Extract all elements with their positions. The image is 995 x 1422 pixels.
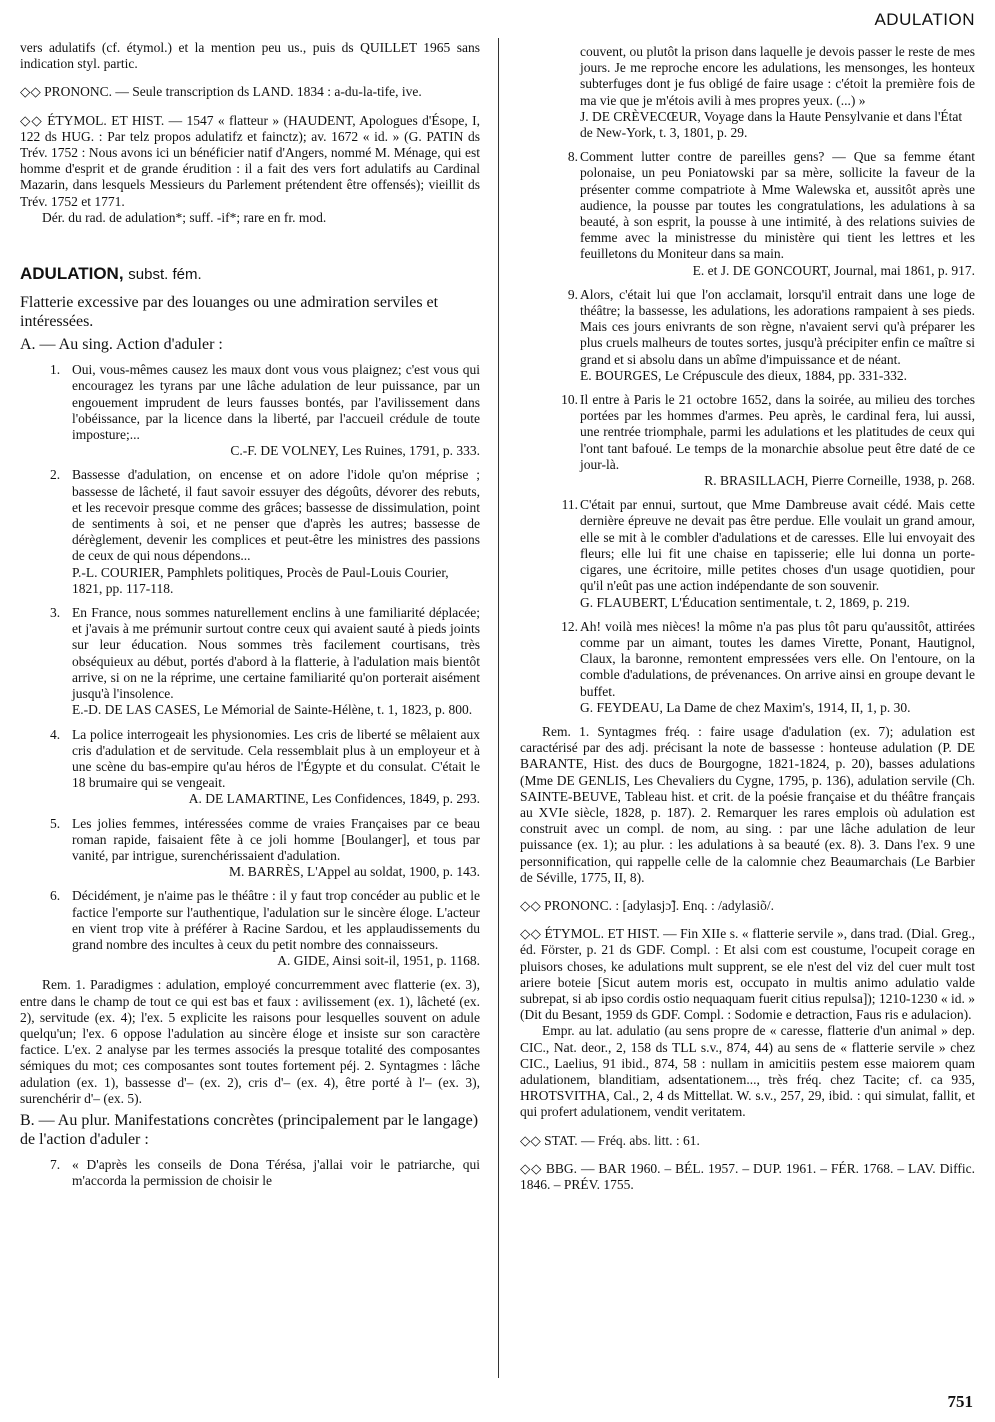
running-head: ADULATION <box>874 10 975 29</box>
example-text: La police interrogeait les physionomies. Les cris de liberté se mêlaient aux cris d'adulation et de servitude. Cela ressemblait plus à un employeur et à une scène du bas-empire qu'au héros de l'Égypte et du consulat. C'était le 18 brumaire qui se vengeait. <box>72 726 480 791</box>
example-5: 5. Les jolies femmes, intéressées comme de vraies Françaises par ce beau roman rapide, faisaient fête à ce joli homme [Boulanger], et tous par vanité, par intrigue, surenchérissaient d'adulation. M. BARRÈS, L'Appel au soldat, 1900, p. 143. <box>50 815 480 880</box>
column-divider <box>498 38 499 1378</box>
headword: ADULATION, <box>20 264 124 284</box>
example-6: 6. Décidément, je n'aime pas le théâtre : il y faut trop concéder au public et le factice l'emporte sur l'authentique, l'adulation sur le sincère éloge. L'acteur en vient trop vite à préférer à Racine Sardou, et les applaudissements du grand nombre des incultes à ceux du petit nombre des connaisseurs. A. GIDE, Ainsi soit-il, 1951, p. 1168. <box>50 888 480 969</box>
example-text: couvent, ou plutôt la prison dans laquelle je devois passer le reste de mes jours. Je me reproche encore les adulations, les mensonges, les honteux subterfuges dont je fus obligé de faire usage : c'étoit la première fois de ma vie que je m'étois avili à mes propres yeux. (...) » <box>580 44 975 108</box>
example-source: J. DE CRÈVECŒUR, Voyage dans la Haute Pensylvanie et dans l'État de New-York, t. 3, 1801, p. 29. <box>580 108 963 141</box>
statistics: ◇◇ STAT. — Fréq. abs. litt. : 61. <box>520 1132 700 1148</box>
example-text: En France, nous sommes naturellement enclins à une familiarité déplacée; et j'avais à me prémunir surtout contre ceux qui avaient sauté à pieds joints sur leur éducation. Nous sommes très facilement courtisans, très obséquieux au début, portés d'abord à la flatterie, à l'adulation mais bientôt arrive, si on ne la réprime, une certaine familiarité qu'on porterait aisément jusqu'à l'insolence. <box>72 605 480 702</box>
example-source: E.-D. DE LAS CASES, Le Mémorial de Sainte-Hélène, t. 1, 1823, p. 800. <box>72 702 473 718</box>
example-text: « D'après les conseils de Dona Térésa, j'allai voir le patriarche, qui m'accorda la permission de choisir le <box>72 1156 480 1189</box>
example-source: A. DE LAMARTINE, Les Confidences, 1849, p. 293. <box>188 791 480 807</box>
prev-entry-derivation: Dér. du rad. de adulation*; suff. -if*; rare en fr. mod. <box>42 209 327 225</box>
prev-entry-etymol: ◇◇ ÉTYMOL. ET HIST. — 1547 « flatteur » (HAUDENT, Apologues d'Ésope, I, 122 ds HUG. : Par telz propos adulatifz et fainctz); av. 1672 « id. » (G. PATIN ds Trév. 1752 : Nous avons ici un bénéficier natif d'Angers, nommé M. Ménage, qui est homme d'esprit et de grande érudition : il a fait des vers fort adulatifs au Cardinal Mazarin, dans lesquels Messieurs du Parlement prétendent être offensés); vieillit ds Trév. 1752 et 1771. <box>20 112 480 209</box>
remark-a: Rem. 1. Paradigmes : adulation, employé concurremment avec flatterie (ex. 3), entre dans le champ de tout ce qui est bas et faux : avilissement (ex. 1), lâcheté (ex. 2), servitude (ex. 4); l'ex. 5 explicite les raisons pour lesquelles souvent on adule quelqu'un; l'ex. 6 oppose l'adulation au sincère éloge et insiste sur son caractère factice. L'ex. 2 analyse par les termes associés la presque totalité des composantes sémiques du mot; ces composantes sont toutes fortement péj. 2. Syntagmes : lâche adulation (ex. 1), bassesse d'– (ex. 2), cris d'– (ex. 4), être porté à l'– (ex. 3), surenchérir d'– (ex. 5). <box>20 977 480 1106</box>
example-text: Décidément, je n'aime pas le théâtre : il y faut trop concéder au public et le factice l'emporte sur l'authentique, l'adulation sur le sincère éloge. L'acteur en vient trop vite à préférer à Racine Sardou, et les applaudissements du grand nombre des incultes à ceux du petit nombre des connaisseurs. <box>72 888 480 952</box>
example-text: C'était par ennui, surtout, que Mme Dambreuse avait cédé. Mais cette dernière épreuve ne devait pas être perdue. Elle voulait un grand amour, elle se mit à le combler d'adulations et de caresses. Elle lui envoyait des fleurs; elle lui fit une chaise en tapisserie; elle lui donna un porte-cigares, une écritoire, mille petites choses d'un usage quotidien, pour qu'il n'eût pas une action indépendante de son souvenir. <box>580 497 975 594</box>
example-10: 10. Il entre à Paris le 21 octobre 1652, dans la soirée, au milieu des torches portées par les hommes d'armes. Peu après, le cardinal fera, lui aussi, une rentrée triomphale, parmi les adulations et les platitudes de ceux qui l'ont tant bafoué. Le temps de la monarchie absolue peut être daté de ce jour-là. R. BRASILLACH, Pierre Corneille, 1938, p. 268. <box>561 392 975 489</box>
example-text: Oui, vous-mêmes causez les maux dont vous vous plaignez; c'est vous qui encouragez les tyrans par une lâche adulation de leur puissance, par un engouement imprudent de leurs fausses bontés, par l'avilissement dans l'obéissance, par la licence dans la liberté, par l'accueil crédule de toute imposture;... <box>72 362 480 443</box>
prev-entry-prononc: ◇◇ PRONONC. — Seule transcription ds LAND. 1834 : a-du-la-tife, ive. <box>20 84 422 100</box>
bibliography: ◇◇ BBG. — BAR 1960. – BÉL. 1957. – DUP. 1961. – FÉR. 1768. – LAV. Diffic. 1846. – PRÉV. 1755. <box>520 1160 975 1192</box>
page-number: 751 <box>947 1392 973 1411</box>
prononciation: ◇◇ PRONONC. : [adylasjɔ̃]. Enq. : /adylasiõ/. <box>520 897 774 913</box>
part-of-speech: subst. fém. <box>128 266 202 284</box>
example-7: 7. « D'après les conseils de Dona Térésa, j'allai voir le patriarche, qui m'accorda la permission de choisir le <box>50 1156 480 1189</box>
example-source: G. FEYDEAU, La Dame de chez Maxim's, 1914, II, 1, p. 30. <box>580 699 911 715</box>
example-4: 4. La police interrogeait les physionomies. Les cris de liberté se mêlaient aux cris d'adulation et de servitude. Cela ressemblait plus à un employeur et à une scène du bas-empire qu'au héros de l'Égypte et du consulat. C'était le 18 brumaire qui se vengeait. A. DE LAMARTINE, Les Confidences, 1849, p. 293. <box>50 726 480 807</box>
example-source: E. et J. DE GONCOURT, Journal, mai 1861, p. 917. <box>692 262 975 278</box>
borrowing-note: Empr. au lat. adulatio (au sens propre de « caresse, flatterie d'un animal » dep. CIC., Nat. deor., 2, 158 ds TLL s.v., 874, 44) au sens de « flatterie servile » chez CIC., Laelius, 91 ibid., 874, 58 : nullam in amicitiis pestem esse maiorem quam adulationem, blanditiam, adsentationem..., très fréq. chez Tacite; cf. ca 935, HROTSVITHA, Cal., 2, 4 ds Mittellat. W. s.v., 257, 29, ibid. : qui simulat, fallit, et qui profert adulationem, vendit veritatem. <box>520 1023 975 1120</box>
example-8: 8. Comment lutter contre de pareilles gens? — Que sa femme étant polonaise, un peu Poniatowski par sa mère, sollicite la faveur de la présenter comme compatriote à Mme Walewska et, aussitôt après une audience, la pousse par toutes les congratulations, les adulations à sa beauté, à son esprit, la pousse à une intimité, à des relations suivies de femme avec la ministresse du ministère qui tient les lettres et les feuilletons du Moniteur dans sa main. E. et J. DE GONCOURT, Journal, mai 1861, p. 917. <box>567 149 975 278</box>
example-3: 3. En France, nous sommes naturellement enclins à une familiarité déplacée; et j'avais à me prémunir surtout contre ceux qui avaient sauté à pieds joints sur leur éducation. Nous sommes très facilement courtisans, très obséquieux au début, portés d'abord à la flatterie, à l'adulation mais bientôt arrive, si on ne la réprime, une certaine familiarité qu'on porterait aisément jusqu'à l'insolence. E.-D. DE LAS CASES, Le Mémorial de Sainte-Hélène, t. 1, 1823, p. 800. <box>50 605 480 718</box>
example-text: Comment lutter contre de pareilles gens? — Que sa femme étant polonaise, un peu Poniatowski par sa mère, sollicite la faveur de la présenter comme compatriote à Mme Walewska et, aussitôt après une audience, la pousse par toutes les congratulations, les adulations à sa beauté, à son esprit, la pousse à une intimité, à des relations suivies de femme avec la ministresse du ministère qui tient les lettres et les feuilletons du Moniteur dans sa main. <box>580 149 975 262</box>
example-source: P.-L. COURIER, Pamphlets politiques, Procès de Paul-Louis Courier, 1821, pp. 117-118. <box>72 564 449 596</box>
etymology: ◇◇ ÉTYMOL. ET HIST. — Fin XIIe s. « flatterie servile », dans trad. (Dial. Greg., éd. Förster, p. 21 ds GDF. Compl. : Et alsi com est coustume, l'ocupeit corage en pluisors choses, ke adulations mult supprent, se ele n'est del viz del cuer mult tost ariere boteie [Sicut autem moris est, occupato in multis animo adulatio valde subrepat, si ab ipso cordis ostio nequaquam fuerit citius repulsa]); 1210-1230 « id. » (Dit du Besant, 1959 ds GDF. Compl. : Sodomie e detraction, Faus ris e adulacion). <box>520 926 975 1023</box>
example-2: 2. Bassesse d'adulation, on encense et on adore l'idole qu'on méprise ; bassesse de lâcheté, il faut savoir essuyer des dégoûts, dévorer des rebuts, et les recevoir presque comme des grâces; bassesse de dissimulation, point de sentiments à soi, et ne penser que d'après les autres; bassesse de dérèglement, devenir les complices et peut-être les ministres des passions de ceux de qui nous dépendons... P.-L. COURIER, Pamphlets politiques, Procès de Paul-Louis Courier, 1821, pp. 117-118. <box>50 467 480 596</box>
example-source: A. GIDE, Ainsi soit-il, 1951, p. 1168. <box>277 953 480 969</box>
example-text: Il entre à Paris le 21 octobre 1652, dans la soirée, au milieu des torches portées par les hommes d'armes. Peu après, le cardinal fera, lui aussi, une rentrée triomphale, parmi les adulations et les platitudes de ceux qui l'ont tant bafoué. Le temps de la monarchie absolue peut être daté de ce jour-là. <box>580 392 975 472</box>
example-source: M. BARRÈS, L'Appel au soldat, 1900, p. 143. <box>228 864 480 880</box>
example-11: 11. C'était par ennui, surtout, que Mme Dambreuse avait cédé. Mais cette dernière épreuve ne devait pas être perdue. Elle voulait un grand amour, elle se mit à le combler d'adulations et de caresses. Elle lui envoyait des fleurs; elle lui fit une chaise en tapisserie; elle lui donna un porte-cigares, une écritoire, mille petites choses d'un usage quotidien, pour qu'il n'eût pas une action indépendante de son souvenir. G. FLAUBERT, L'Éducation sentimentale, t. 2, 1869, p. 219. <box>561 497 975 610</box>
example-source: R. BRASILLACH, Pierre Corneille, 1938, p. 268. <box>704 473 975 489</box>
prev-entry-tail: vers adulatifs (cf. étymol.) et la mention peu us., puis ds QUILLET 1965 sans indication styl. partic. <box>20 40 480 72</box>
example-text: Bassesse d'adulation, on encense et on adore l'idole qu'on méprise ; bassesse de lâcheté, il faut savoir essuyer des dégoûts, dévorer des rebuts, et les recevoir presque comme des grâces; bassesse de dissimulation, point de sentiments à soi, et ne penser que d'après les autres; bassesse de dérèglement, devenir les complices et peut-être les ministres des passions de ceux de qui nous dépendons... <box>72 467 480 564</box>
left-column <box>20 40 480 1189</box>
section-b-heading: B. — Au plur. Manifestations concrètes (principalement par le langage) de l'action d'aduler : <box>20 1111 479 1148</box>
example-source: E. BOURGES, Le Crépuscule des dieux, 1884, pp. 331-332. <box>580 367 907 383</box>
section-a-heading: A. — Au sing. Action d'aduler : <box>20 336 223 354</box>
right-column <box>520 44 975 1193</box>
definition: Flatterie excessive par des louanges ou une admiration serviles et intéressées. <box>20 294 439 331</box>
entry-headword <box>20 266 480 283</box>
example-source: C.-F. DE VOLNEY, Les Ruines, 1791, p. 333. <box>230 443 480 459</box>
example-text: Les jolies femmes, intéressées comme de vraies Françaises par ce beau roman rapide, faisaient fête à ce joli homme [Boulanger], et tous par vanité, par intrigue, surenchérissaient d'adulation. <box>72 815 480 863</box>
example-text: Alors, c'était lui que l'on acclamait, lorsqu'il entrait dans une loge de théâtre; la bassesse, les adulations, les adorations rampaient à ses pieds. Mais ces jours enivrants de son règne, n'avaient servi qu'à préparer les plus cruels malheurs de toutes sortes, jusqu'à précipiter enfin ce maître si grand et si absolu dans un abîme d'impuissance et de néant. <box>580 286 975 367</box>
example-source: G. FLAUBERT, L'Éducation sentimentale, t. 2, 1869, p. 219. <box>580 594 910 610</box>
example-12: 12. Ah! voilà mes nièces! la môme n'a pas plus tôt paru qu'aussitôt, attirées comme par un aimant, toutes les dames Virette, Ponant, Hautignol, Claux, la baronne, remontent empressées vers elle. On l'entoure, on la comble d'adulations, de prévenances. On arrive ainsi en groupe devant le buffet. G. FEYDEAU, La Dame de chez Maxim's, 1914, II, 1, p. 30. <box>561 618 975 715</box>
example-7-continued <box>520 44 975 141</box>
remark-b: Rem. 1. Syntagmes fréq. : faire usage d'adulation (ex. 7); adulation est caractérisé par des adj. précisant la note de bassesse : honteuse adulation (P. DE BARANTE, Hist. des ducs de Bourgogne, 1821-1824, p. 20), basses adulations (Mme DE GENLIS, Les Chevaliers du Cygne, 1795, p. 136), adulation servile (Ch. SAINTE-BEUVE, Tableau hist. et crit. de la poésie française et du théâtre français au XVIe siècle, 1828, p. 187). 2. Remarquer les rares emplois où adulation est construit avec un compl. de nom, au sing. : par une lâche adulation de leur puissance (ex. 1); au plur. : les adulations à sa beauté (ex. 8). 3. Dans l'ex. 9 une personnification, qui rappelle celle de la calomnie chez Beaumarchais (Le Barbier de Séville, 1775, II, 8). <box>520 723 975 885</box>
example-9: 9. Alors, c'était lui que l'on acclamait, lorsqu'il entrait dans une loge de théâtre; la bassesse, les adulations, les adorations rampaient à ses pieds. Mais ces jours enivrants de son règne, n'avaient servi qu'à préparer les plus cruels malheurs de toutes sortes, jusqu'à précipiter enfin ce maître si grand et si absolu dans un abîme d'impuissance et de néant. E. BOURGES, Le Crépuscule des dieux, 1884, pp. 331-332. <box>567 286 975 383</box>
example-1: 1. Oui, vous-mêmes causez les maux dont vous vous plaignez; c'est vous qui encouragez les tyrans par une lâche adulation de leur puissance, par un engouement imprudent de leurs fausses bontés, par l'avilissement dans l'obéissance, par la licence dans la liberté, par l'accueil crédule de toute imposture;... C.-F. DE VOLNEY, Les Ruines, 1791, p. 333. <box>50 362 480 459</box>
example-text: Ah! voilà mes nièces! la môme n'a pas plus tôt paru qu'aussitôt, attirées comme par un aimant, toutes les dames Virette, Ponant, Hautignol, Claux, la baronne, remontent empressées vers elle. On l'entoure, on la comble d'adulations, de prévenances. On arrive ainsi en groupe devant le buffet. <box>580 618 975 699</box>
